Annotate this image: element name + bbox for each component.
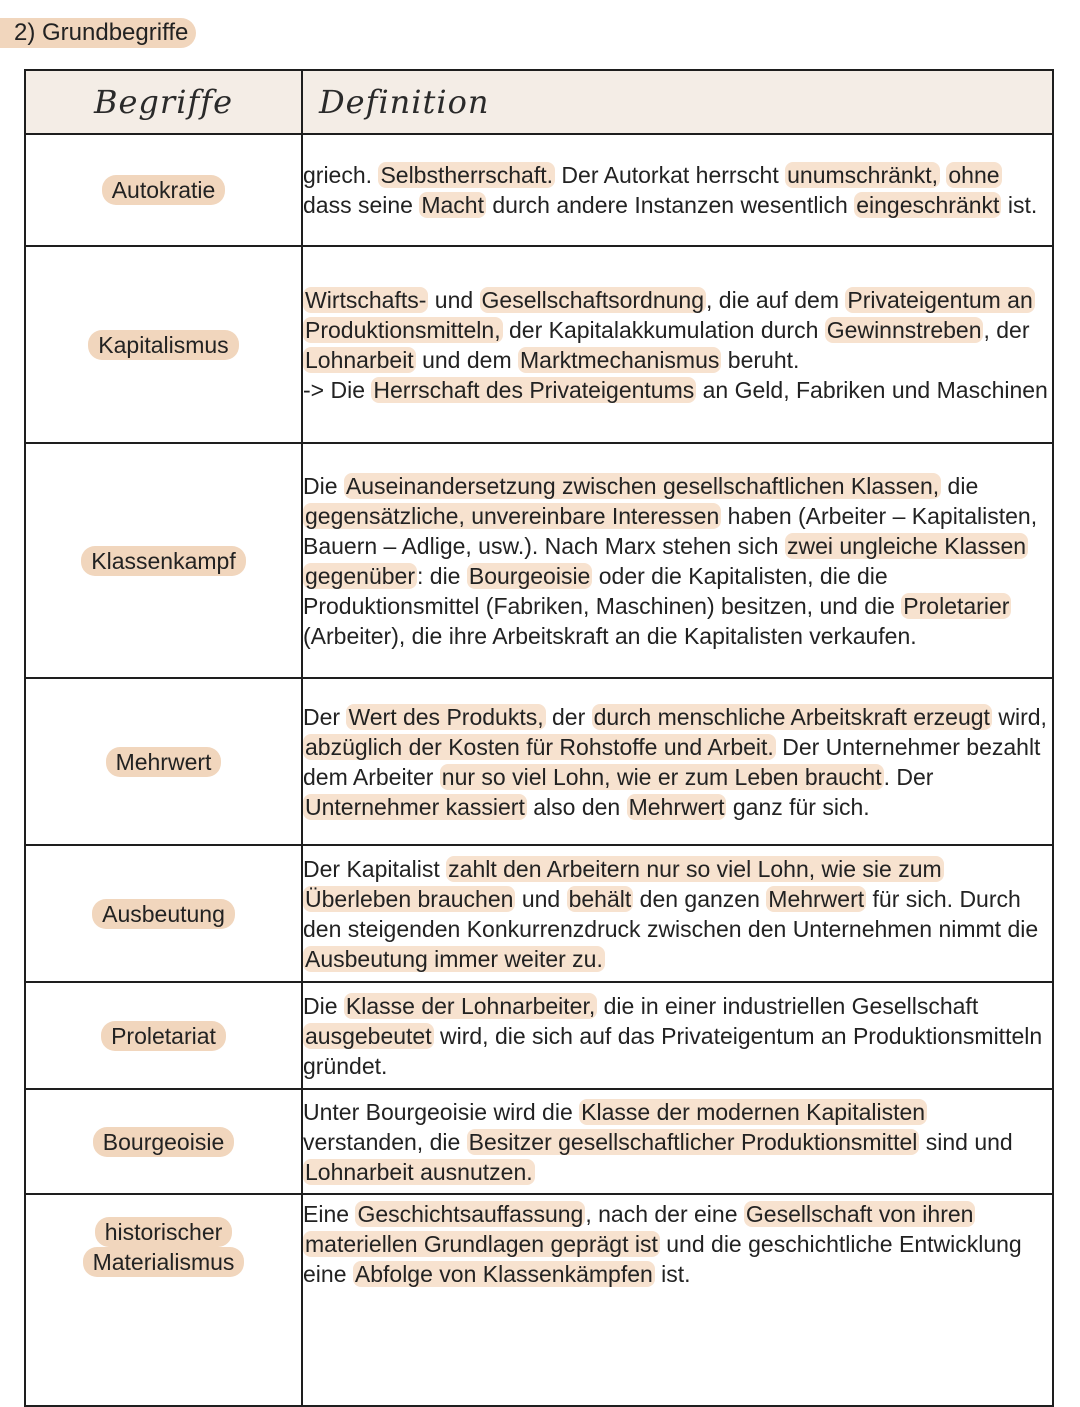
highlight: gegensätzliche, unvereinbare Interessen: [305, 502, 720, 529]
highlight: Unternehmer kassiert: [305, 793, 525, 820]
definition-cell: Der Kapitalist zahlt den Arbeitern nur so viel Lohn, wie sie zum Überleben brauchen und behält den ganzen Mehrwert für sich. Durch den steigenden Konkurrenzdruck zwischen den Unternehmen nimmt die Ausbeutung immer weiter zu.: [302, 845, 1053, 982]
term-cell: [25, 845, 302, 982]
highlight: Wert des Produkts,: [348, 703, 544, 730]
header-term: Begriffe: [25, 70, 302, 134]
definition-cell: Unter Bourgeoisie wird die Klasse der modernen Kapitalisten verstanden, die Besitzer gesellschaftlicher Produktionsmittel sind und Lohnarbeit ausnutzen.: [302, 1089, 1053, 1194]
definition-cell: griech. Selbstherrschaft. Der Autorkat herrscht unumschränkt, ohne dass seine Macht durch andere Instanzen wesentlich eingeschränkt ist.: [302, 134, 1053, 246]
section-title: 2) Grundbegriffe: [0, 18, 196, 48]
highlight: zwei ungleiche Klassen gegenüber: [305, 532, 1027, 589]
term-label: Bourgeoisie: [93, 1127, 234, 1157]
highlight: Klasse der modernen Kapitalisten: [581, 1098, 926, 1125]
highlight: zahlt den Arbeitern nur so viel Lohn, wie sie zum Überleben brauchen: [305, 855, 942, 912]
table-row: [25, 246, 1053, 443]
highlight: abzüglich der Kosten für Rohstoffe und Arbeit.: [305, 733, 774, 760]
term-cell: [25, 678, 302, 845]
table-row: [25, 134, 1053, 246]
term-label: Materialismus: [83, 1247, 245, 1277]
highlight: Bourgeoisie: [468, 562, 591, 589]
highlight: Mehrwert: [768, 885, 865, 912]
highlight: Gewinnstreben: [826, 316, 982, 343]
table-row: [25, 443, 1053, 678]
term-label: Ausbeutung: [92, 899, 235, 929]
highlight: nur so viel Lohn, wie er zum Leben braucht: [441, 763, 882, 790]
highlight: Ausbeutung immer weiter zu.: [305, 945, 603, 972]
highlight: eingeschränkt: [856, 192, 1000, 218]
highlight: Gesellschaftsordnung: [481, 286, 705, 313]
highlight: Macht: [421, 192, 484, 218]
table-row: [25, 845, 1053, 982]
table-row: [25, 678, 1053, 845]
term-label: Klassenkampf: [81, 546, 245, 576]
highlight: Lohnarbeit ausnutzen.: [305, 1158, 533, 1185]
highlight: Klasse der Lohnarbeiter,: [345, 992, 596, 1019]
term-label: Kapitalismus: [88, 330, 238, 360]
term-cell: [25, 982, 302, 1089]
term-label: Autokratie: [102, 175, 226, 205]
highlight: Abfolge von Klassenkämpfen: [354, 1261, 653, 1287]
highlight: ausgebeutet: [305, 1022, 432, 1049]
highlight: Geschichtsauffassung: [357, 1201, 584, 1227]
highlight: Selbstherrschaft.: [380, 162, 554, 188]
definition-cell: Der Wert des Produkts, der durch menschliche Arbeitskraft erzeugt wird, abzüglich der Kosten für Rohstoffe und Arbeit. Der Unternehmer bezahlt dem Arbeiter nur so viel Lohn, wie er zum Leben braucht. Der Unternehmer kassiert also den Mehrwert ganz für sich.: [302, 678, 1053, 845]
highlight: Herrschaft des Privateigentums: [373, 376, 695, 403]
table-row: [25, 982, 1053, 1089]
highlight: durch menschliche Arbeitskraft erzeugt: [593, 703, 990, 730]
term-cell: [25, 134, 302, 246]
highlight: behält: [568, 885, 632, 912]
term-cell: [25, 1089, 302, 1194]
term-cell: [25, 246, 302, 443]
header-definition: Definition: [302, 70, 1053, 134]
highlight: Privateigentum an Produktionsmitteln,: [305, 286, 1033, 343]
highlight: Mehrwert: [628, 793, 725, 820]
highlight: ohne: [948, 162, 1000, 188]
highlight: unumschränkt,: [787, 162, 938, 188]
table-header-row: [25, 70, 1053, 134]
highlight: Auseinandersetzung zwischen gesellschaftlichen Klassen,: [345, 472, 940, 499]
terms-table: [24, 69, 1054, 1407]
definition-cell: Eine Geschichtsauffassung, nach der eine Gesellschaft von ihren materiellen Grundlagen geprägt ist und die geschichtliche Entwicklung eine Abfolge von Klassenkämpfen ist.: [302, 1194, 1053, 1406]
term-label: historischer: [95, 1217, 233, 1247]
table-row: [25, 1194, 1053, 1406]
highlight: Besitzer gesellschaftlicher Produktionsmittel: [468, 1128, 918, 1155]
definition-cell: Die Auseinandersetzung zwischen gesellschaftlichen Klassen, die gegensätzliche, unvereinbare Interessen haben (Arbeiter – Kapitalisten, Bauern – Adlige, usw.). Nach Marx stehen sich zwei ungleiche Klassen gegenüber: die Bourgeoisie oder die Kapitalisten, die die Produktionsmittel (Fabriken, Maschinen) besitzen, und die Proletarier (Arbeiter), die ihre Arbeitskraft an die Kapitalisten verkaufen.: [302, 443, 1053, 678]
term-cell: [25, 1194, 302, 1406]
highlight: Proletarier: [903, 592, 1010, 619]
table-row: [25, 1089, 1053, 1194]
highlight: Lohnarbeit: [305, 346, 414, 373]
highlight: Wirtschafts-: [305, 286, 427, 313]
highlight: Gesellschaft von ihren materiellen Grundlagen geprägt ist: [305, 1201, 974, 1257]
term-label: Proletariat: [101, 1021, 226, 1051]
definition-cell: Die Klasse der Lohnarbeiter, die in einer industriellen Gesellschaft ausgebeutet wird, die sich auf das Privateigentum an Produktionsmitteln gründet.: [302, 982, 1053, 1089]
term-cell: [25, 443, 302, 678]
highlight: Marktmechanismus: [520, 346, 720, 373]
term-label: Mehrwert: [106, 747, 222, 777]
definition-cell: Wirtschafts- und Gesellschaftsordnung, die auf dem Privateigentum an Produktionsmitteln, der Kapitalakkumulation durch Gewinnstreben, der Lohnarbeit und dem Marktmechanismus beruht. -> Die Herrschaft des Privateigentums an Geld, Fabriken und Maschinen: [302, 246, 1053, 443]
